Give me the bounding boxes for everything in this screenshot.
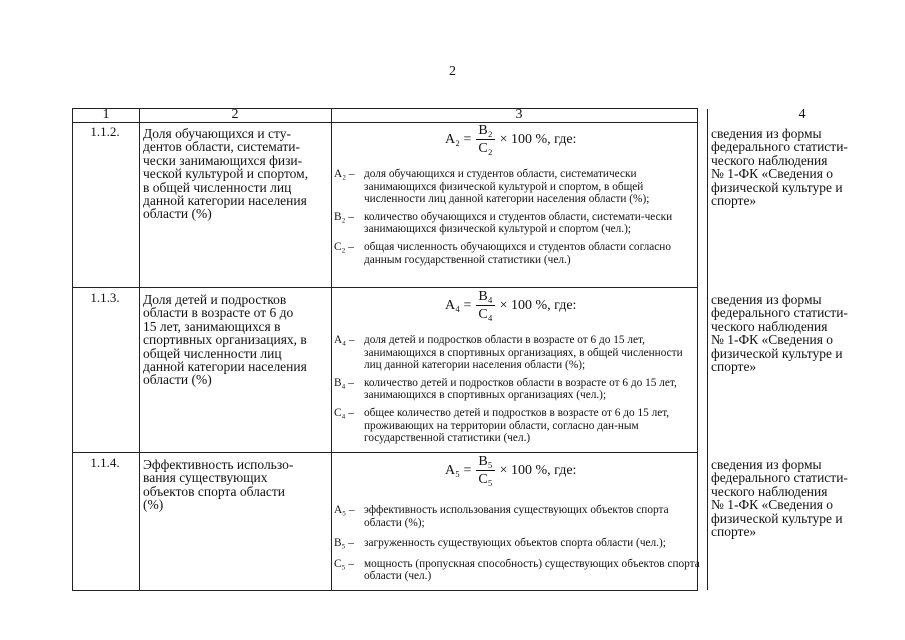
definition-symbol: A₅ – bbox=[334, 504, 355, 516]
definition-text: эффективность использования существующих объектов спорта области (%); bbox=[364, 504, 669, 529]
formula-rhs: × 100 %, где: bbox=[499, 131, 577, 147]
definition-text: мощность (пропускная способность) существующих объектов спорта области (чел.) bbox=[364, 557, 700, 583]
definition-symbol: B₅ – bbox=[334, 537, 354, 550]
definition-text: доля обучающихся и студентов области, систематически занимающихся физической культурой и спортом, в общей численности лиц данной категории населения области (%); bbox=[364, 168, 650, 206]
formula-numerator: B₅ bbox=[478, 454, 493, 469]
definition-item bbox=[334, 241, 702, 266]
data-source: сведения из формы федерального статисти- ческого наблюдения № 1-ФК «Сведения о физической культуре и спорте» bbox=[711, 457, 848, 540]
column-divider bbox=[139, 109, 140, 590]
formula-definitions bbox=[334, 504, 702, 591]
definition-item bbox=[334, 407, 702, 445]
definition-text: доля детей и подростков области в возрасте от 6 до 15 лет, занимающихся в спортивных организациях, в общей численности лиц данной категории населения области (%); bbox=[364, 334, 683, 372]
definition-item bbox=[334, 334, 702, 372]
definition-text: количество детей и подростков области в возрасте от 6 до 15 лет, занимающихся в спортивных организациях (чел.); bbox=[364, 376, 677, 402]
definition-item bbox=[334, 211, 702, 236]
row-number: 1.1.4. bbox=[90, 455, 120, 470]
header-col-1: 1 bbox=[102, 107, 110, 122]
formula-denominator: C₄ bbox=[478, 307, 493, 322]
row-divider bbox=[73, 122, 697, 123]
column-divider bbox=[707, 109, 708, 590]
indicator-name: Доля детей и подростков области в возрасте от 6 до 15 лет, занимающихся в спортивных организациях, в общей численности лиц данной категории населения области (%) bbox=[143, 292, 307, 388]
definition-text: общее количество детей и подростков в возрасте от 6 до 15 лет, проживающих на территории области, согласно дан-ным государственной статистики (чел.) bbox=[364, 406, 670, 445]
definition-item bbox=[334, 377, 702, 402]
definition-symbol: C₄ – bbox=[334, 406, 354, 419]
definition-item bbox=[334, 558, 702, 583]
page-number: 2 bbox=[449, 64, 456, 79]
header-col-3: 3 bbox=[515, 107, 523, 122]
formula-definitions bbox=[334, 168, 702, 271]
formula bbox=[445, 454, 576, 487]
row-divider bbox=[73, 287, 697, 288]
definition-item bbox=[334, 537, 702, 550]
formula-lhs: A₅ = bbox=[445, 462, 472, 478]
row-divider bbox=[73, 452, 697, 453]
header-col-4: 4 bbox=[798, 107, 806, 122]
definition-symbol: A₄ – bbox=[334, 334, 355, 346]
formula-lhs: A₂ = bbox=[445, 131, 472, 147]
formula-fraction bbox=[476, 123, 494, 156]
definition-symbol: C₅ – bbox=[334, 557, 354, 570]
definition-text: количество обучающихся и студентов области, системати-чески занимающихся физической культурой и спортом (чел.); bbox=[364, 210, 673, 236]
header-col-2: 2 bbox=[231, 107, 239, 122]
formula-denominator: C₂ bbox=[478, 141, 493, 156]
definition-symbol: C₂ – bbox=[334, 240, 354, 253]
formula-fraction bbox=[476, 454, 494, 487]
definition-symbol: A₂ – bbox=[334, 168, 355, 180]
formula-numerator: B₄ bbox=[478, 289, 493, 304]
row-number: 1.1.2. bbox=[90, 124, 120, 139]
formula-definitions bbox=[334, 334, 702, 450]
definition-symbol: B₂ – bbox=[334, 210, 354, 223]
indicator-name: Доля обучающихся и сту- дентов области, системати- чески занимающихся физи- ческой культурой и спортом, в общей численности лиц данной категории населения области (%) bbox=[143, 126, 309, 222]
data-source: сведения из формы федерального статисти- ческого наблюдения № 1-ФК «Сведения о физической культуре и спорте» bbox=[711, 126, 848, 209]
formula-fraction bbox=[476, 289, 494, 322]
formula-numerator: B₂ bbox=[478, 123, 493, 138]
definition-text: общая численность обучающихся и студентов области согласно данным государственной статистики (чел.) bbox=[364, 240, 672, 266]
formula-denominator: C₅ bbox=[478, 472, 493, 487]
definition-item bbox=[334, 168, 702, 206]
formula-lhs: A₄ = bbox=[445, 297, 472, 313]
data-source: сведения из формы федерального статисти- ческого наблюдения № 1-ФК «Сведения о физической культуре и спорте» bbox=[711, 292, 848, 375]
column-divider bbox=[331, 109, 332, 590]
formula bbox=[445, 289, 576, 322]
formula bbox=[445, 123, 576, 156]
definition-item bbox=[334, 504, 702, 529]
definition-symbol: B₄ – bbox=[334, 376, 354, 389]
row-number: 1.1.3. bbox=[90, 290, 120, 305]
definition-text: загруженность существующих объектов спорта области (чел.); bbox=[364, 537, 666, 550]
indicator-name: Эффективность использо- вания существующих объектов спорта области (%) bbox=[143, 457, 294, 513]
formula-rhs: × 100 %, где: bbox=[499, 462, 577, 478]
formula-rhs: × 100 %, где: bbox=[499, 297, 577, 313]
